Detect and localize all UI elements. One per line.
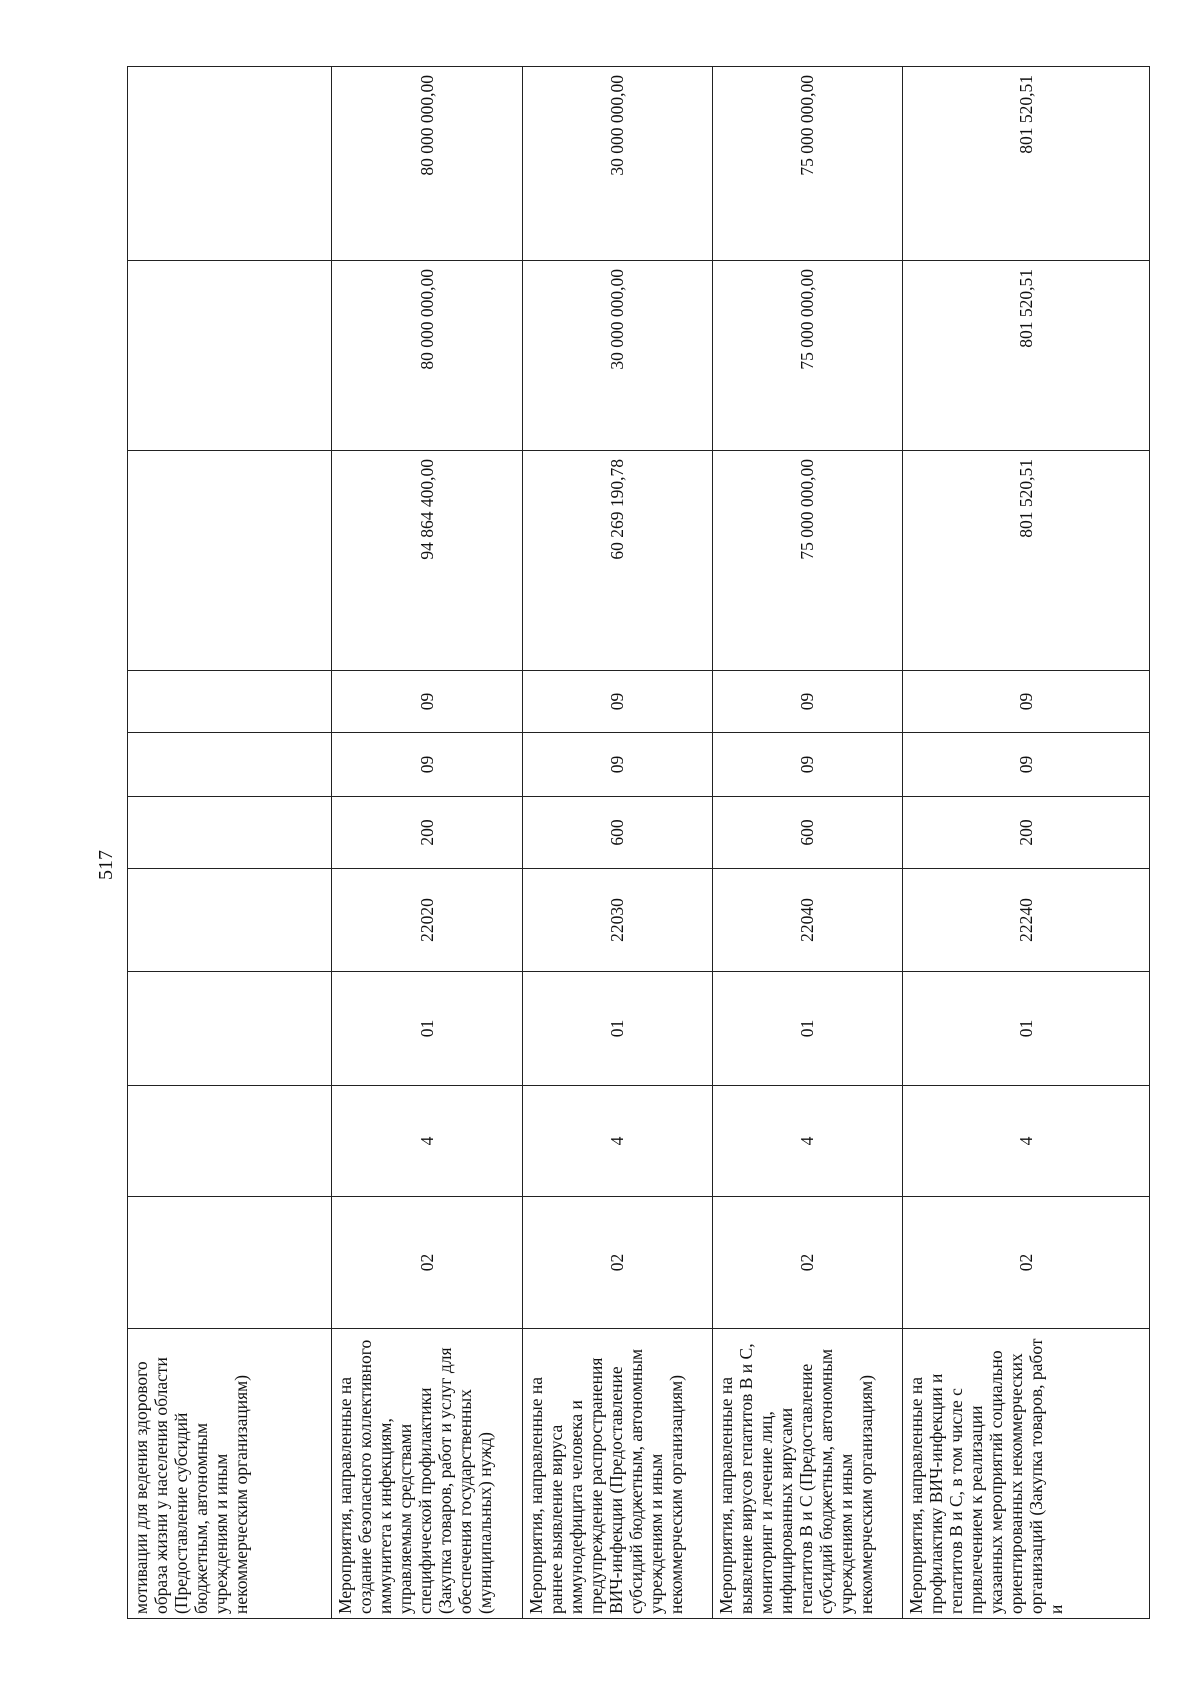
row-description: Мероприятия, направленные на раннее выявление вируса иммунодефицита человека и предупреждение распространения ВИЧ-инфекции (Предоставление субсидий бюджетным, автономным учреждениям и иным некоммерческим организациям)	[523, 1329, 713, 1619]
row-description: мотивации для ведения здорового образа жизни у населения области (Предоставление субсидий бюджетным, автономным учреждениям и иным некоммерческим организациям)	[128, 1329, 332, 1619]
code-cell: 22040	[713, 869, 903, 972]
amount-cell	[128, 451, 332, 671]
code-cell: 4	[713, 1086, 903, 1197]
code-cell: 22240	[903, 869, 1150, 972]
code-cell: 09	[903, 733, 1150, 797]
code-cell	[128, 733, 332, 797]
code-cell: 09	[332, 671, 523, 733]
code-cell: 09	[903, 671, 1150, 733]
amount-cell: 75 000 000,00	[713, 451, 903, 671]
table-row	[128, 67, 332, 1619]
amount-cell: 801 520,51	[903, 261, 1150, 451]
amount-cell: 80 000 000,00	[332, 261, 523, 451]
code-cell: 09	[713, 733, 903, 797]
code-cell: 200	[903, 797, 1150, 869]
code-cell: 02	[523, 1197, 713, 1329]
amount-cell: 75 000 000,00	[713, 67, 903, 261]
table-row	[713, 67, 903, 1619]
code-cell	[128, 972, 332, 1086]
budget-table	[127, 66, 1150, 1619]
table-row	[523, 67, 713, 1619]
amount-cell: 30 000 000,00	[523, 261, 713, 451]
code-cell: 09	[332, 733, 523, 797]
code-cell: 22020	[332, 869, 523, 972]
amount-cell	[128, 67, 332, 261]
code-cell: 02	[332, 1197, 523, 1329]
code-cell: 01	[332, 972, 523, 1086]
code-cell	[128, 1086, 332, 1197]
code-cell: 09	[713, 671, 903, 733]
page-number: 517	[95, 850, 117, 880]
code-cell: 4	[523, 1086, 713, 1197]
table-row	[903, 67, 1150, 1619]
code-cell	[128, 797, 332, 869]
amount-cell: 801 520,51	[903, 451, 1150, 671]
code-cell: 09	[523, 671, 713, 733]
code-cell: 22030	[523, 869, 713, 972]
row-description: Мероприятия, направленные на профилактику ВИЧ-инфекции и гепатитов В и С, в том числе с привлечением к реализации указанных мероприятий социально ориентированных некоммерческих организаций (Закупка товаров, работ и	[903, 1329, 1150, 1619]
amount-cell: 60 269 190,78	[523, 451, 713, 671]
code-cell: 01	[903, 972, 1150, 1086]
amount-cell: 30 000 000,00	[523, 67, 713, 261]
table-row	[332, 67, 523, 1619]
code-cell: 4	[332, 1086, 523, 1197]
code-cell: 4	[903, 1086, 1150, 1197]
row-description: Мероприятия, направленные на создание безопасного коллективного иммунитета к инфекциям, управляемым средствами специфической профилактики (Закупка товаров, работ и услуг для обеспечения государственных (муниципальных) нужд)	[332, 1329, 523, 1619]
code-cell: 200	[332, 797, 523, 869]
code-cell: 02	[903, 1197, 1150, 1329]
amount-cell: 94 864 400,00	[332, 451, 523, 671]
amount-cell	[128, 261, 332, 451]
code-cell: 01	[713, 972, 903, 1086]
code-cell: 02	[713, 1197, 903, 1329]
code-cell: 01	[523, 972, 713, 1086]
code-cell: 600	[713, 797, 903, 869]
code-cell: 09	[523, 733, 713, 797]
code-cell: 600	[523, 797, 713, 869]
amount-cell: 75 000 000,00	[713, 261, 903, 451]
code-cell	[128, 671, 332, 733]
amount-cell: 801 520,51	[903, 67, 1150, 261]
budget-table-rotated	[127, 67, 1149, 1619]
code-cell	[128, 1197, 332, 1329]
row-description: Мероприятия, направленные на выявление вирусов гепатитов В и С, мониторинг и лечение лиц, инфицированных вирусами гепатитов В и С (Предоставление субсидий бюджетным, автономным учреждениям и иным некоммерческим организациям)	[713, 1329, 903, 1619]
code-cell	[128, 869, 332, 972]
amount-cell: 80 000 000,00	[332, 67, 523, 261]
